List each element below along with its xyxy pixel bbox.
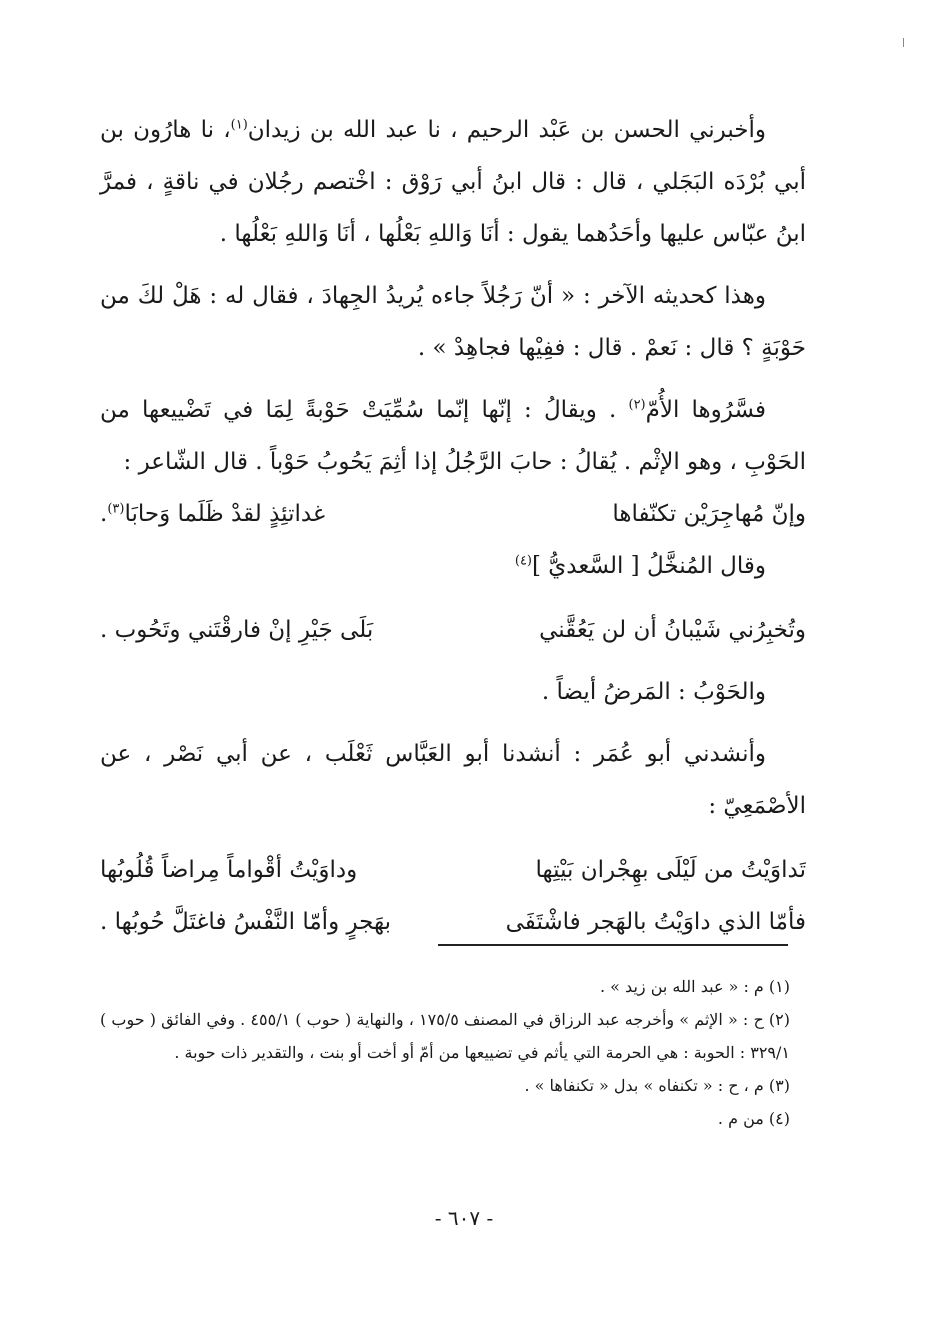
paragraph-2 — [100, 270, 806, 374]
verse-line-1 — [100, 488, 806, 540]
verse-hemistich-second: وداوَيْتُ أقْواماً مِراضاً قُلُوبُها — [100, 857, 358, 883]
verse-hemistich-second: بَلَى جَيْرِ إنْ فارقْتَني وتَحُوب . — [100, 617, 374, 643]
footnote-4: (٤) من م . — [717, 1109, 790, 1128]
footnote-divider — [438, 944, 788, 946]
verse-end-mark: . — [100, 501, 108, 527]
margin-mark — [903, 38, 904, 47]
verse-hemistich-first: وتُخبِرُني شَيْبانُ أن لن يَعُقَّني — [539, 617, 806, 643]
footnote-2: (٢) ح : « الإثم » وأخرجه عبد الرزاق في المصنف ١٧٥/٥ ، والنهاية ( حوب ) ٤٥٥/١ . وفي الفائق ( حوب ) ٣٢٩/١ : الحوبة : هي الحرمة التي يأثم في تضييعها من أمّ أو أخت أو بنت ، والتقدير ذات حوبة . — [100, 1010, 791, 1062]
paragraph-text: وهذا كحديثه الآخر : « أنّ رَجُلاً جاءه يُريدُ الجِهادَ ، فقال له : هَلْ لكَ من حَوْبَةٍ ؟ قال : نَعمْ . قال : ففِيْها فجاهِدْ » . — [100, 283, 806, 361]
footnote-ref-2: (٢) — [628, 397, 646, 413]
verse-line-4 — [100, 896, 806, 948]
paragraph-text: ، نا هارُون بن أبي بُرْدَه البَجَلي ، قال : قال ابنُ أبي رَوْق : اخْتصم رجُلان في ناقةٍ ، فمرَّ ابنُ عبّاس عليها وأحَدُهما يقول : أنَا وَاللهِ بَعْلُها ، أنَا وَاللهِ بَعْلُها . — [100, 117, 806, 247]
paragraph-text: وأنشدني أبو عُمَر : أنشدنا أبو العَبَّاس ثَعْلَب ، عن أبي نَصْر ، عن الأصْمَعِيّ : — [100, 741, 806, 819]
paragraph-3 — [100, 384, 806, 488]
verse-hemistich-first: وإنّ مُهاجِرَيْن تكنّفاها — [612, 501, 806, 527]
paragraph-text: فسَّرُوها الأُمّ — [645, 397, 766, 423]
main-text — [100, 104, 806, 948]
verse-text: غداتئِذٍ لقدْ ظَلَما وَحابَا — [124, 501, 325, 527]
paragraph-5 — [100, 666, 806, 718]
paragraph-text: وأخبرني الحسن بن عَبْد الرحيم ، نا عبد الله بن زيدان — [247, 117, 767, 143]
verse-hemistich-second — [100, 488, 439, 540]
footnote-1: (١) م : « عبد الله بن زيد » . — [600, 977, 790, 996]
footnote-ref-4: (٤) — [514, 553, 532, 569]
paragraph-text: . ويقالُ : إنّها إنّما سُمِّيَتْ حَوْبةً لِمَا في تَضْييعها من الحَوْبِ ، وهو الإثْم . يُقالُ : حابَ الرَّجُلُ إذا أثِمَ يَحُوبُ حَوْباً . قال الشّاعر : — [100, 397, 806, 475]
paragraph-6 — [100, 728, 806, 832]
paragraph-text: والحَوْبُ : المَرضُ أيضاً . — [541, 679, 766, 705]
footnote-ref-3: (٣) — [107, 501, 125, 517]
paragraph-text: وقال المُنخَّلُ [ السَّعديُّ ] — [532, 553, 766, 579]
verse-line-3 — [100, 844, 806, 896]
page-number: - ٦٠٧ - — [434, 1206, 494, 1230]
verse-hemistich-second: بهَجرٍ وأمّا النَّفْسُ فاغتَلَّ حُوبُها . — [100, 909, 392, 935]
paragraph-1 — [100, 104, 806, 260]
footnotes — [100, 970, 790, 1135]
footnote-3: (٣) م ، ح : « تكنفاه » بدل « تكنفاها » . — [524, 1076, 790, 1095]
paragraph-4 — [100, 540, 806, 592]
footnote-ref-1: (١) — [230, 117, 248, 133]
verse-line-2 — [100, 604, 806, 656]
verse-hemistich-first: تَداوَيْتُ من لَيْلَى بهِجْران بَيْتِها — [535, 857, 806, 883]
verse-hemistich-first: فأمّا الذي داوَيْتُ بالهَجر فاشْتَفَى — [505, 909, 806, 935]
